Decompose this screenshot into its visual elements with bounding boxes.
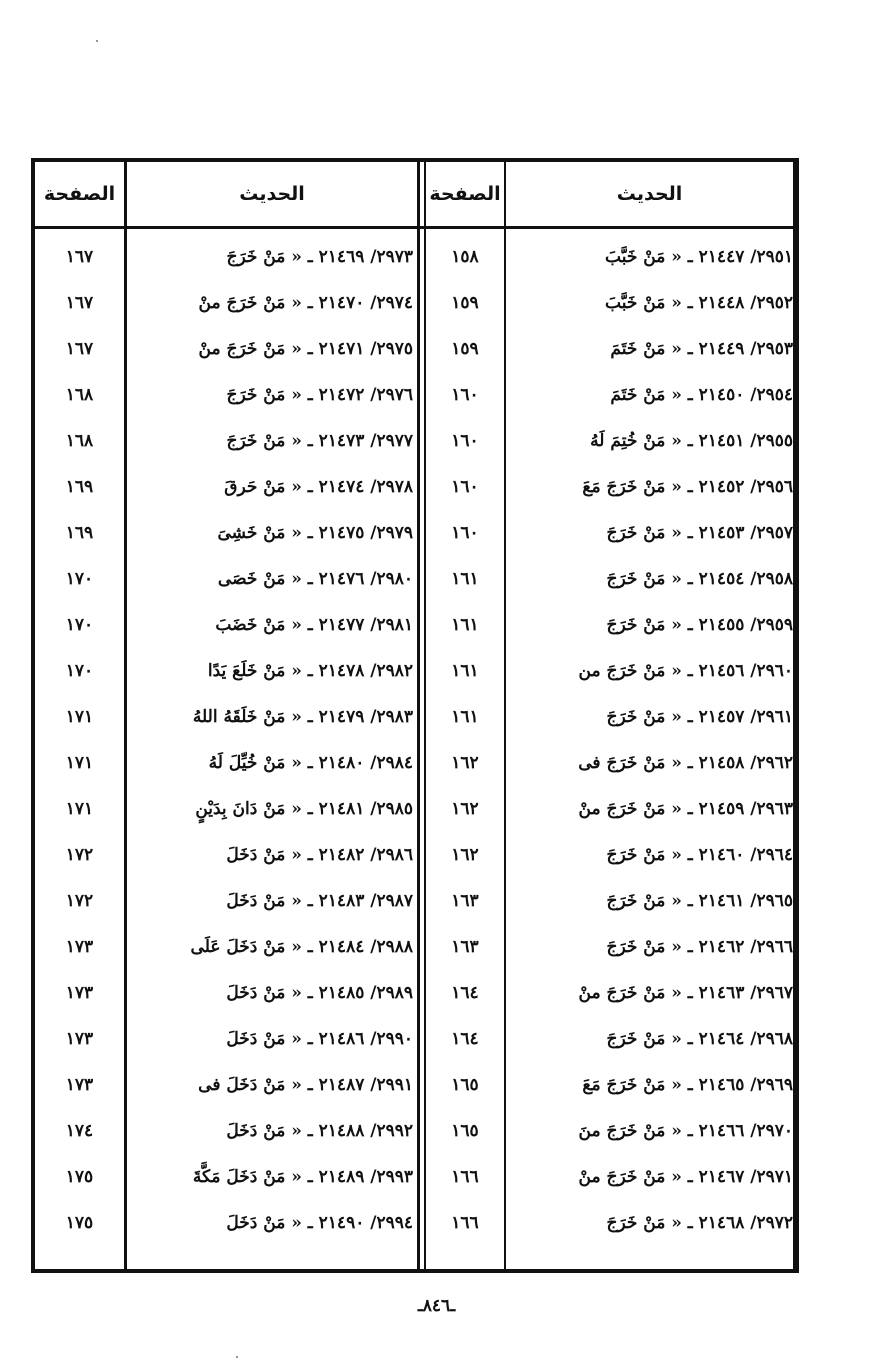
page-number-cell: ١٦٨: [65, 431, 94, 451]
table-row: [35, 1062, 793, 1108]
table-row: [35, 234, 793, 280]
table-row: [35, 648, 793, 694]
table-row: [35, 878, 793, 924]
table-row: [35, 602, 793, 648]
hadith-entry: ٢٩٦٥/ ٢١٤٦١ ـ « مَنْ خَرَجَ: [606, 891, 793, 911]
hadith-entry: ٢٩٧١/ ٢١٤٦٧ ـ « مَنْ خَرَجَ منْ: [578, 1167, 793, 1187]
header-page-left: الصفحة: [43, 183, 116, 205]
header-hadith-left: الحديث: [239, 183, 305, 205]
page-number-cell: ١٦٨: [65, 385, 94, 405]
hadith-entry: ٢٩٩١/ ٢١٤٨٧ ـ « مَنْ دَخَلَ فى: [198, 1075, 413, 1095]
hadith-entry: ٢٩٨٩/ ٢١٤٨٥ ـ « مَنْ دَخَلَ: [226, 983, 413, 1003]
page-number-cell: ١٧٣: [65, 983, 94, 1003]
table-row: [35, 694, 793, 740]
page-number-cell: ١٥٨: [451, 247, 479, 267]
hadith-entry: ٢٩٧٦/ ٢١٤٧٢ ـ « مَنْ خَرَجَ: [226, 385, 413, 405]
hadith-entry: ٢٩٨٧/ ٢١٤٨٣ ـ « مَنْ دَخَلَ: [226, 891, 413, 911]
page-number-cell: ١٧٤: [65, 1121, 94, 1141]
hadith-entry: ٢٩٦٠/ ٢١٤٥٦ ـ « مَنْ خَرَجَ من: [578, 661, 793, 681]
page-number-cell: ١٦٧: [65, 293, 94, 313]
page-number-cell: ١٧٥: [65, 1213, 94, 1233]
header-hadith-right: الحديث: [616, 183, 683, 205]
page-number-cell: ١٦٦: [451, 1213, 479, 1233]
page-number-cell: ١٦٠: [451, 431, 479, 451]
hadith-entry: ٢٩٥٦/ ٢١٤٥٢ ـ « مَنْ خَرَجَ مَعَ: [582, 477, 793, 497]
hadith-entry: ٢٩٩٣/ ٢١٤٨٩ ـ « مَنْ دَخَلَ مَكَّةَ: [192, 1167, 413, 1187]
hadith-entry: ٢٩٦٨/ ٢١٤٦٤ ـ « مَنْ خَرَجَ: [606, 1029, 793, 1049]
page-number-cell: ١٧٥: [65, 1167, 94, 1187]
index-table: [31, 158, 799, 1273]
hadith-entry: ٢٩٦٢/ ٢١٤٥٨ ـ « مَنْ خَرَجَ فى: [578, 753, 793, 773]
page-number-cell: ١٦٠: [451, 477, 479, 497]
page-number-cell: ١٧١: [65, 799, 94, 819]
hadith-entry: ٢٩٥٥/ ٢١٤٥١ ـ « مَنْ خُتِمَ لَهُ: [590, 431, 793, 451]
table-row: [35, 418, 793, 464]
hadith-entry: ٢٩٦٤/ ٢١٤٦٠ ـ « مَنْ خَرَجَ: [606, 845, 793, 865]
hadith-entry: ٢٩٨١/ ٢١٤٧٧ ـ « مَنْ خَضَبَ: [215, 615, 413, 635]
header-rule: [35, 226, 793, 229]
hadith-entry: ٢٩٦٧/ ٢١٤٦٣ ـ « مَنْ خَرَجَ منْ: [578, 983, 793, 1003]
hadith-entry: ٢٩٧٥/ ٢١٤٧١ ـ « مَنْ خَرَجَ منْ: [198, 339, 413, 359]
table-row: [35, 510, 793, 556]
hadith-entry: ٢٩٩٢/ ٢١٤٨٨ ـ « مَنْ دَخَلَ: [226, 1121, 413, 1141]
page-number-cell: ١٦٢: [451, 845, 479, 865]
scan-speck: [96, 40, 98, 42]
page-number-cell: ١٦١: [451, 707, 479, 727]
page-number-cell: ١٦١: [451, 569, 479, 589]
hadith-entry: ٢٩٧٣/ ٢١٤٦٩ ـ « مَنْ خَرَجَ: [226, 247, 413, 267]
page-number-cell: ١٧٣: [65, 937, 94, 957]
hadith-entry: ٢٩٧٢/ ٢١٤٦٨ ـ « مَنْ خَرَجَ: [606, 1213, 793, 1233]
table-row: [35, 924, 793, 970]
table-row: [35, 970, 793, 1016]
page-number-cell: ١٥٩: [451, 339, 479, 359]
page-number-cell: ١٧٣: [65, 1075, 94, 1095]
page-number-cell: ١٧١: [65, 707, 94, 727]
page-number-cell: ١٦٢: [451, 799, 479, 819]
hadith-entry: ٢٩٨٣/ ٢١٤٧٩ ـ « مَنْ خَلَقَهُ اللهُ: [192, 707, 413, 727]
page-number-cell: ١٥٩: [451, 293, 479, 313]
hadith-entry: ٢٩٨٠/ ٢١٤٧٦ ـ « مَنْ خَصَى: [217, 569, 413, 589]
table-row: [35, 280, 793, 326]
hadith-entry: ٢٩٩٤/ ٢١٤٩٠ ـ « مَنْ دَخَلَ: [226, 1213, 413, 1233]
page-number-cell: ١٦٢: [451, 753, 479, 773]
page-number-cell: ١٦٤: [451, 1029, 479, 1049]
hadith-entry: ٢٩٥٧/ ٢١٤٥٣ ـ « مَنْ خَرَجَ: [606, 523, 793, 543]
page-number-cell: ١٦٤: [451, 983, 479, 1003]
page-number-cell: ١٧٠: [65, 615, 94, 635]
table-body: [35, 234, 793, 1246]
hadith-entry: ٢٩٥٨/ ٢١٤٥٤ ـ « مَنْ خَرَجَ: [606, 569, 793, 589]
table-row: [35, 786, 793, 832]
table-row: [35, 464, 793, 510]
table-row: [35, 326, 793, 372]
table-row: [35, 1154, 793, 1200]
page-number-cell: ١٦٥: [451, 1075, 479, 1095]
hadith-entry: ٢٩٦٣/ ٢١٤٥٩ ـ « مَنْ خَرَجَ منْ: [578, 799, 793, 819]
table-row: [35, 1200, 793, 1246]
page-number-cell: ١٦٥: [451, 1121, 479, 1141]
hadith-entry: ٢٩٥٤/ ٢١٤٥٠ ـ « مَنْ خَتَمَ: [610, 385, 793, 405]
hadith-entry: ٢٩٧٨/ ٢١٤٧٤ ـ « مَنْ حَرقَ: [224, 477, 413, 497]
scan-speck: [236, 1356, 238, 1358]
hadith-entry: ٢٩٨٤/ ٢١٤٨٠ ـ « مَنْ خُيِّلَ لَهُ: [208, 753, 413, 773]
table-row: [35, 832, 793, 878]
hadith-entry: ٢٩٥١/ ٢١٤٤٧ ـ « مَنْ خَبَّبَ: [605, 247, 793, 267]
page-number-cell: ١٦٧: [65, 247, 94, 267]
page-number-cell: ١٧٢: [65, 891, 94, 911]
hadith-entry: ٢٩٦١/ ٢١٤٥٧ ـ « مَنْ خَرَجَ: [606, 707, 793, 727]
page-number-cell: ١٦٣: [451, 891, 479, 911]
page-number-cell: ١٦٩: [65, 477, 94, 497]
hadith-entry: ٢٩٧٤/ ٢١٤٧٠ ـ « مَنْ خَرَجَ منْ: [198, 293, 413, 313]
page-number: ـ٨٤٦ـ: [417, 1296, 456, 1316]
header-page-right: الصفحة: [429, 183, 501, 205]
page-number-cell: ١٧٣: [65, 1029, 94, 1049]
hadith-entry: ٢٩٧٠/ ٢١٤٦٦ ـ « مَنْ خَرَجَ منَ: [578, 1121, 793, 1141]
page-number-cell: ١٦٧: [65, 339, 94, 359]
page-number-cell: ١٦٠: [451, 385, 479, 405]
hadith-entry: ٢٩٥٩/ ٢١٤٥٥ ـ « مَنْ خَرَجَ: [606, 615, 793, 635]
hadith-entry: ٢٩٨٦/ ٢١٤٨٢ ـ « مَنْ دَخَلَ: [226, 845, 413, 865]
hadith-entry: ٢٩٨٥/ ٢١٤٨١ ـ « مَنْ دَانَ بِدَيْنٍ: [195, 799, 413, 819]
page-number-cell: ١٦١: [451, 615, 479, 635]
hadith-entry: ٢٩٦٩/ ٢١٤٦٥ ـ « مَنْ خَرَجَ مَعَ: [582, 1075, 793, 1095]
page-number-cell: ١٧٠: [65, 661, 94, 681]
page-number-cell: ١٦٣: [451, 937, 479, 957]
table-row: [35, 1108, 793, 1154]
page-number-cell: ١٦٩: [65, 523, 94, 543]
hadith-entry: ٢٩٦٦/ ٢١٤٦٢ ـ « مَنْ خَرَجَ: [606, 937, 793, 957]
page-number-cell: ١٧٠: [65, 569, 94, 589]
table-row: [35, 1016, 793, 1062]
hadith-entry: ٢٩٨٨/ ٢١٤٨٤ ـ « مَنْ دَخَلَ عَلَى: [190, 937, 413, 957]
hadith-entry: ٢٩٧٧/ ٢١٤٧٣ ـ « مَنْ خَرَجَ: [226, 431, 413, 451]
table-row: [35, 556, 793, 602]
hadith-entry: ٢٩٥٢/ ٢١٤٤٨ ـ « مَنْ خَبَّبَ: [605, 293, 793, 313]
page-number-cell: ١٧١: [65, 753, 94, 773]
page-number-cell: ١٦٦: [451, 1167, 479, 1187]
hadith-entry: ٢٩٩٠/ ٢١٤٨٦ ـ « مَنْ دَخَلَ: [226, 1029, 413, 1049]
hadith-entry: ٢٩٥٣/ ٢١٤٤٩ ـ « مَنْ خَتَمَ: [610, 339, 793, 359]
hadith-entry: ٢٩٧٩/ ٢١٤٧٥ ـ « مَنْ خَشِىَ: [217, 523, 413, 543]
table-row: [35, 740, 793, 786]
table-row: [35, 372, 793, 418]
hadith-entry: ٢٩٨٢/ ٢١٤٧٨ ـ « مَنْ خَلَعَ يَدًا: [207, 661, 413, 681]
page-number-cell: ١٧٢: [65, 845, 94, 865]
page-number-cell: ١٦١: [451, 661, 479, 681]
page-number-cell: ١٦٠: [451, 523, 479, 543]
